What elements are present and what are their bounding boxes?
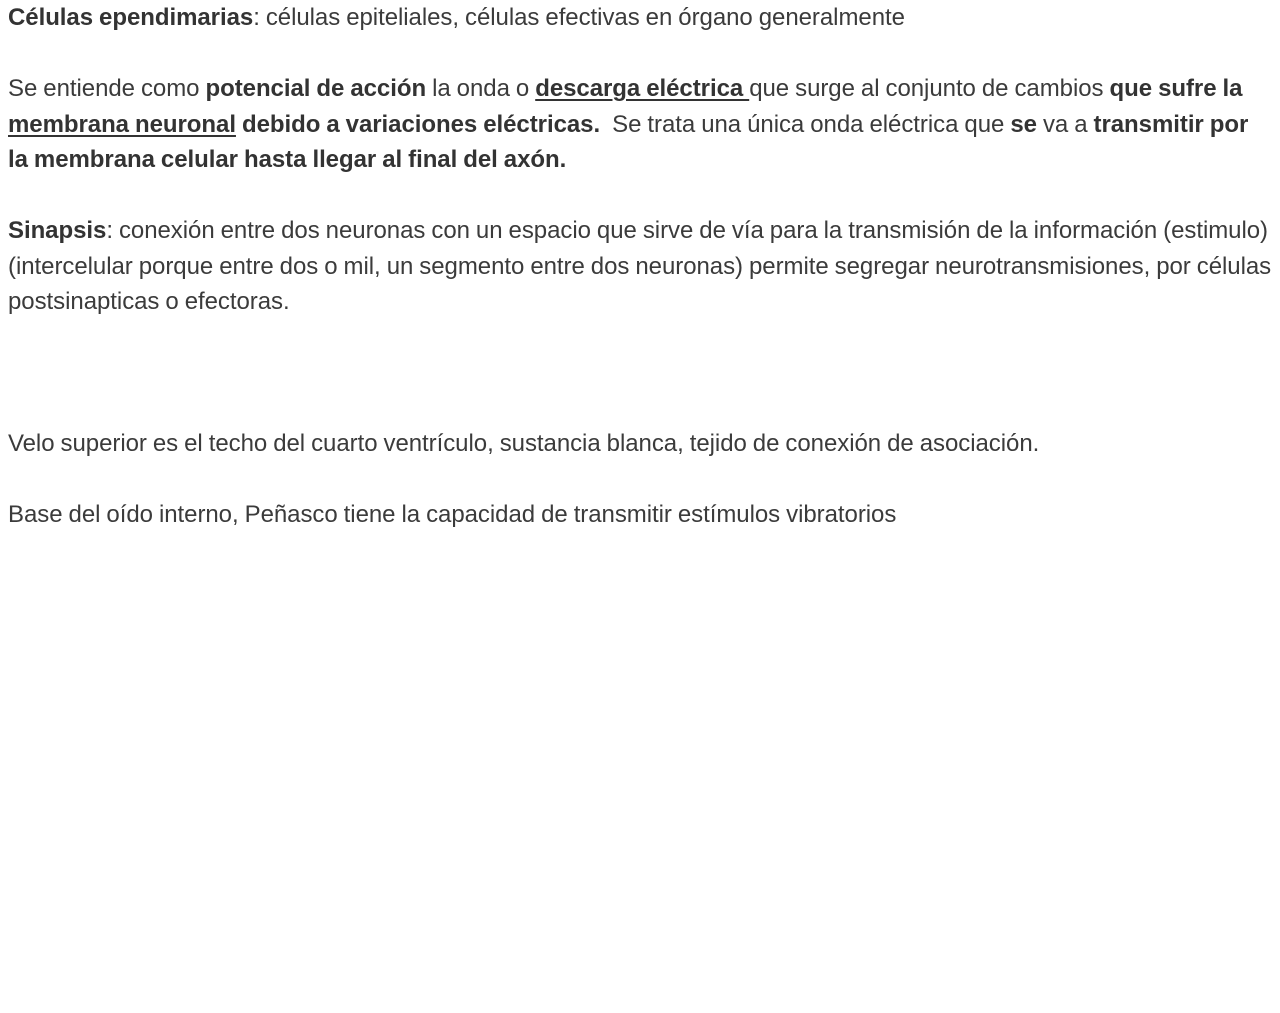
text-run: la onda o [426, 75, 536, 102]
term-membrana-neuronal: membrana neuronal [8, 110, 236, 138]
bold-run: debido a variaciones eléctricas. [235, 110, 601, 138]
term-celulas-ependimarias: Células ependimarias [8, 4, 254, 31]
paragraph-potencial-de-accion [8, 71, 1274, 178]
bold-run: que sufre la [1109, 75, 1243, 102]
definition-text: : conexión entre dos neuronas con un espacio que sirve de vía para la transmisión de la información (estimulo) (intercelular porque entre dos o mil, un segmento entre dos neuronas) permite segregar neurotransmisiones, por células postsinapticas o efectoras. [8, 217, 1272, 315]
term-descarga-electrica: descarga eléctrica [535, 75, 750, 102]
text-run: que surge al conjunto de cambios [749, 75, 1110, 102]
blank-line [8, 391, 1274, 427]
blank-line [8, 178, 1274, 214]
blank-line [8, 355, 1274, 391]
blank-line [8, 36, 1274, 72]
paragraph-velo-superior: Velo superior es el techo del cuarto ventrículo, sustancia blanca, tejido de conexión de asociación. [8, 430, 1040, 457]
paragraph-sinapsis [8, 213, 1274, 320]
term-sinapsis: Sinapsis [8, 217, 107, 244]
paragraph-base-oido-interno: Base del oído interno, Peñasco tiene la capacidad de transmitir estímulos vibratorios [8, 501, 897, 528]
blank-line [8, 320, 1274, 356]
note-body[interactable] [8, 0, 1274, 533]
text-run: va a [1036, 110, 1094, 138]
definition-text: : células epiteliales, células efectivas en órgano generalmente [253, 4, 905, 31]
blank-line [8, 462, 1274, 498]
bold-run: transmitir por la membrana celular hasta llegar al final del axón. [8, 110, 1249, 173]
term-potencial-de-accion: potencial de acción [205, 75, 427, 102]
paragraph-celulas-ependimarias [8, 0, 1274, 36]
text-run: Se entiende como [8, 75, 206, 102]
bold-run: se [1010, 110, 1037, 138]
text-run: Se trata una única onda eléctrica que [600, 110, 1011, 138]
